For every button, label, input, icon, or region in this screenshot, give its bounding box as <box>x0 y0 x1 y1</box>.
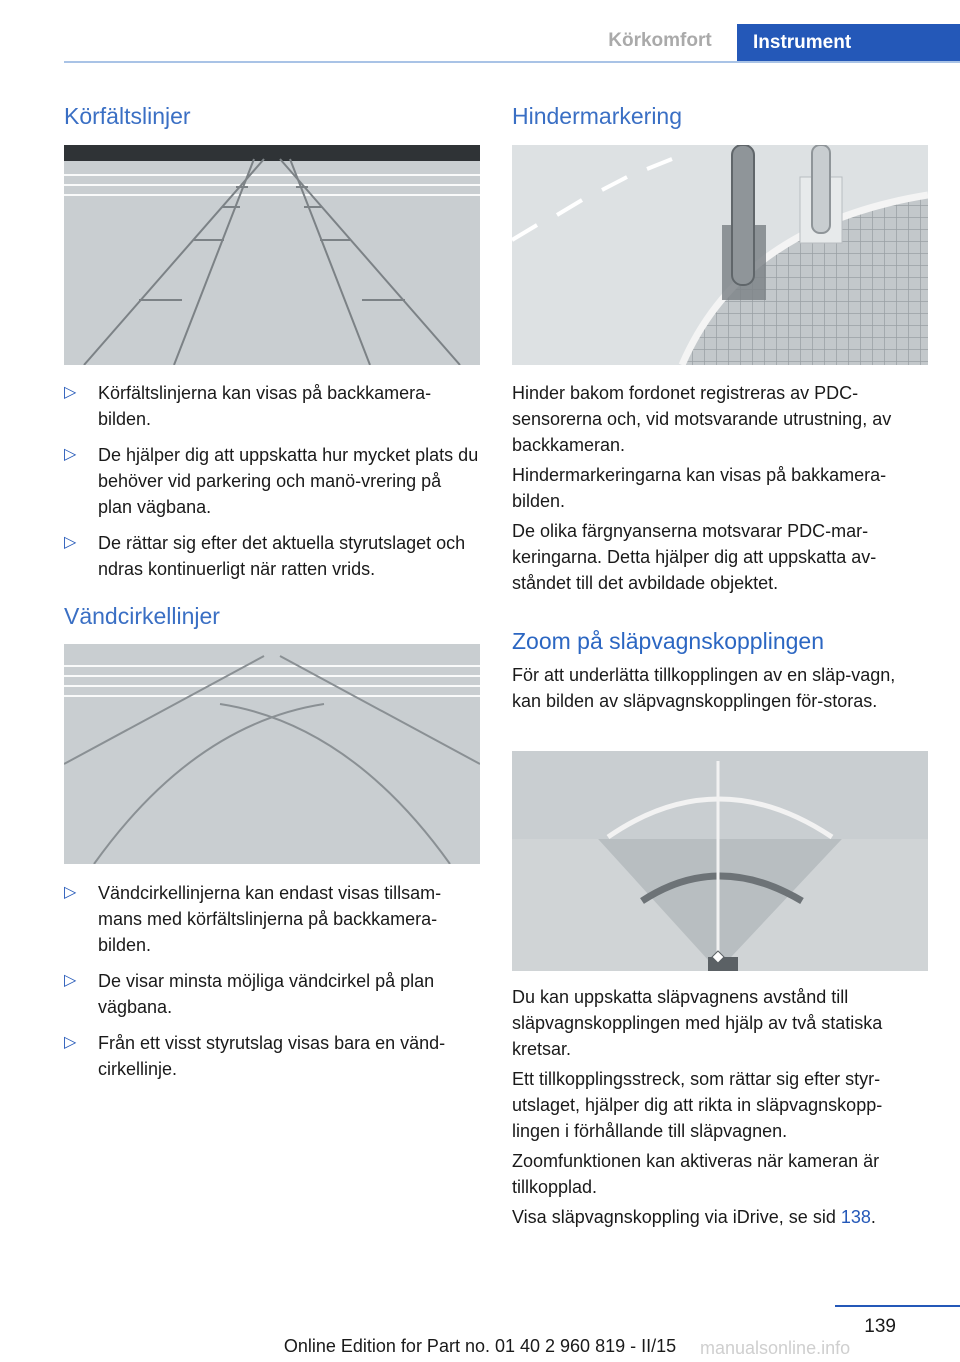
bullet-triangle-icon: ▷ <box>64 1034 77 1051</box>
heading-korfaltslinjer: Körfältslinjer <box>64 103 191 129</box>
bullet-list-turning-circle <box>64 880 480 1092</box>
heading-zoom: Zoom på släpvagnskopplingen <box>512 628 824 654</box>
edition-line: Online Edition for Part no. 01 40 2 960 819 - II/15 <box>283 1336 677 1356</box>
header-section-label: Körkomfort <box>608 30 712 51</box>
turning-circle-image <box>64 644 480 864</box>
paragraph: Du kan uppskatta släpvagnens avstånd till släpvagnskopplingen med hjälp av två statiska kretsar. <box>512 987 883 1059</box>
paragraph: De olika färgnyanserna motsvarar PDC-mar-keringarna. Detta hjälper dig att uppskatta av-ståndet till det avbildade objektet. <box>512 521 877 593</box>
paragraph: Ett tillkopplingsstreck, som rättar sig efter styr-utslaget, hjälper dig att rikta in släpvagnskopp-lingen i förhållande till släpvagnen. <box>512 1069 883 1141</box>
list-item: ▷ Körfältslinjerna kan visas på backkamera-bilden. <box>64 380 480 432</box>
figure-lane-lines <box>64 145 480 365</box>
footer-divider <box>835 1305 960 1307</box>
hitch-zoom-image <box>512 751 928 971</box>
page-link-138[interactable]: 138 <box>840 1207 871 1227</box>
obstacle-marking-image <box>512 145 928 365</box>
bullet-list-lane-lines <box>64 380 480 592</box>
list-item: ▷ De hjälper dig att uppskatta hur mycket plats du behöver vid parkering och manö-vrering på plan vägbana. <box>64 442 480 520</box>
bullet-triangle-icon: ▷ <box>64 972 77 989</box>
paragraph: För att underlätta tillkopplingen av en släp-vagn, kan bilden av släpvagnskopplingen för-storas. <box>512 665 896 711</box>
page-number: 139 <box>864 1316 896 1337</box>
lane-lines-image <box>64 145 480 365</box>
heading-vandcirkellinjer: Vändcirkellinjer <box>64 603 220 629</box>
header-tab-instrument[interactable]: Instrument <box>737 24 960 63</box>
left-column <box>64 0 480 1300</box>
figure-hitch-zoom <box>512 751 928 971</box>
paragraph: Hinder bakom fordonet registreras av PDC-sensorerna och, vid motsvarande utrustning, av backkameran. <box>512 383 892 455</box>
bullet-triangle-icon: ▷ <box>64 446 77 463</box>
figure-obstacle-marking <box>512 145 928 365</box>
paragraph: Zoomfunktionen kan aktiveras när kameran är tillkopplad. <box>512 1151 880 1197</box>
list-item: ▷ Vändcirkellinjerna kan endast visas tillsam-mans med körfältslinjerna på backkamera-bilden. <box>64 880 480 958</box>
bullet-triangle-icon: ▷ <box>64 884 77 901</box>
right-column <box>512 0 928 1300</box>
heading-hindermarkering: Hindermarkering <box>512 103 683 129</box>
list-item: ▷ De rättar sig efter det aktuella styrutslaget och ndras kontinuerligt när ratten vrids. <box>64 530 480 582</box>
watermark: manualsonline.info <box>700 1338 851 1358</box>
list-item: ▷ Från ett visst styrutslag visas bara en vänd-cirkellinje. <box>64 1030 480 1082</box>
figure-turning-circle-lines <box>64 644 480 864</box>
bullet-triangle-icon: ▷ <box>64 384 77 401</box>
list-item: ▷ De visar minsta möjliga vändcirkel på plan vägbana. <box>64 968 480 1020</box>
paragraph-reference: Visa släpvagnskoppling via iDrive, se sid 138. <box>512 1207 876 1227</box>
bullet-triangle-icon: ▷ <box>64 534 77 551</box>
paragraph: Hindermarkeringarna kan visas på bakkamera-bilden. <box>512 465 887 511</box>
